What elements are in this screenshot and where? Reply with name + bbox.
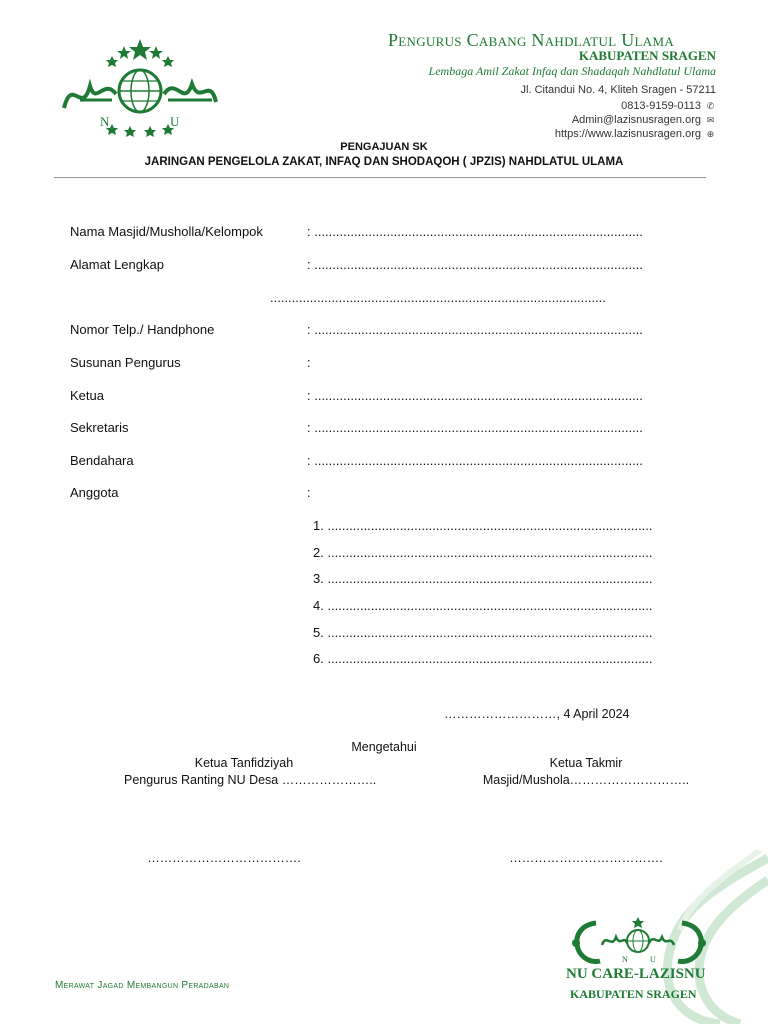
field-value-address[interactable]: : ........................................................................................... [307,257,643,272]
left-signer-title: Ketua Tanfidziyah [194,756,294,770]
email-text: Admin@lazisnusragen.org [571,114,701,126]
email-line [572,114,716,126]
phone-text: 0813-9159-0113 [621,100,701,112]
institution-name: Lembaga Amil Zakat Infaq dan Shadaqah Nahdlatul Ulama [428,64,716,78]
nucare-brand: NU CARE-LAZISNU [566,966,706,982]
right-signature-line[interactable]: ………………………………. [509,851,663,865]
field-value-members: : [307,485,311,500]
email-icon: ✉ [706,114,715,125]
document-title: PENGAJUAN SK [340,141,428,153]
nu-logo-icon [60,36,220,140]
website-line [555,128,716,140]
right-signer-title: Ketua Takmir [549,756,623,770]
member-item-3[interactable]: 3. .......................................................................................... [313,571,653,586]
logo-letter-u: U [170,114,180,129]
field-value-board: : [307,355,311,370]
left-signer-sub: Pengurus Ranting NU Desa ………………….. [124,773,377,787]
left-signature-line[interactable]: ………………………………. [147,851,301,865]
field-value-mosque-name[interactable]: : ........................................................................................... [307,224,643,239]
logo-letter-n: N [100,114,110,129]
field-label-phone: Nomor Telp./ Handphone [70,322,215,337]
date-line: ………………………, 4 April 2024 [444,707,630,721]
website-text: https://www.lazisnusragen.org [554,128,701,140]
field-label-treasurer: Bendahara [70,453,134,468]
regency-name: KABUPATEN SRAGEN [578,48,716,63]
document-subtitle: JARINGAN PENGELOLA ZAKAT, INFAQ DAN SHODAQOH ( JPZIS) NAHDLATUL ULAMA [144,156,624,168]
field-value-address-cont[interactable]: ............................................................................................. [270,290,606,305]
field-label-members: Anggota [70,485,119,500]
field-label-chair: Ketua [70,388,104,403]
member-item-1[interactable]: 1. .......................................................................................... [313,518,653,533]
field-value-secretary[interactable]: : ........................................................................................... [307,420,643,435]
field-label-address: Alamat Lengkap [70,257,164,272]
field-value-chair[interactable]: : ........................................................................................... [307,388,643,403]
nucare-letter-n: N [622,955,628,964]
org-name: Pengurus Cabang Nahdlatul Ulama [388,30,675,50]
field-label-board: Susunan Pengurus [70,355,181,370]
member-item-5[interactable]: 5. .......................................................................................... [313,625,653,640]
address-line [521,84,716,96]
field-value-phone[interactable]: : ........................................................................................... [307,322,643,337]
member-item-6[interactable]: 6. .......................................................................................... [313,651,653,666]
right-signer-sub: Masjid/Mushola……………………….. [482,773,690,787]
field-label-mosque-name: Nama Masjid/Musholla/Kelompok [70,224,263,239]
field-label-secretary: Sekretaris [70,420,129,435]
phone-line [621,100,716,112]
nucare-logo-icon [570,915,710,967]
address-text: Jl. Citandui No. 4, Kliteh Sragen - 57211 [520,84,716,96]
globe-icon: ⊕ [706,128,715,139]
acknowledged-label: Mengetahui [351,740,417,754]
field-value-treasurer[interactable]: : ........................................................................................... [307,453,643,468]
phone-icon: ✆ [706,100,715,111]
header-divider [54,177,706,178]
member-item-2[interactable]: 2. .......................................................................................... [313,545,653,560]
member-item-4[interactable]: 4. .......................................................................................... [313,598,653,613]
footer-motto: Merawat Jagad Membangun Peradaban [55,980,230,991]
nucare-brand-sub: KABUPATEN SRAGEN [570,987,697,1001]
nucare-letter-u: U [650,955,656,964]
